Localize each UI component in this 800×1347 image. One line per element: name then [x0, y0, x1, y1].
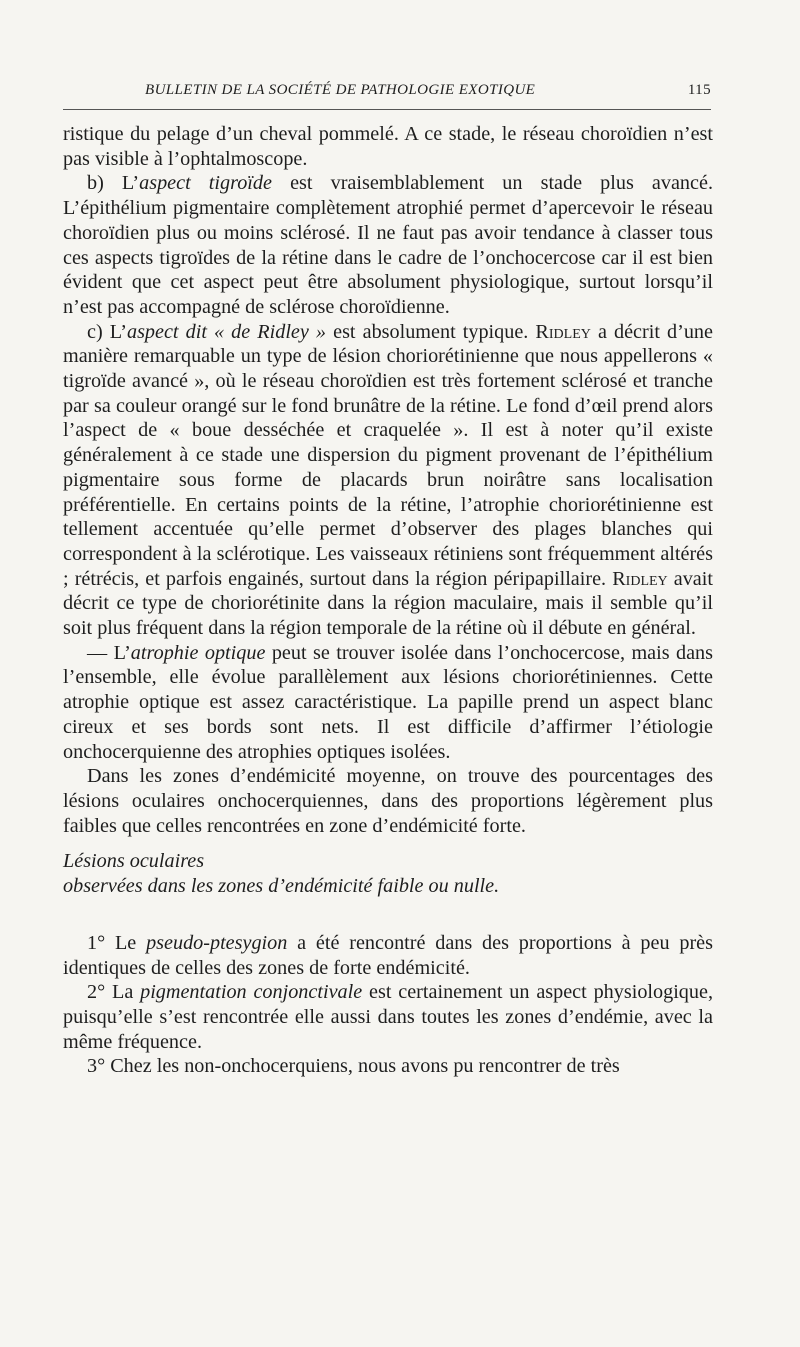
paragraph-text: a décrit d’une manière remarquable un type de lésion choriorétinienne que nous appellerons « tigroïde avancé », où le réseau choroïdien est très fortement sclérosé et tranche par sa couleur orangé sur le fond brunâtre de la rétine. Le fond d’œil prend alors l’aspect de « boue desséchée et craquelée ». Il est à noter qu’il existe généralement à ce stade une dispersion du pigment provenant de l’épithélium pigmentaire sous forme de placards brun noirâtre sans localisation préférentielle. En certains points de la rétine, l’atrophie choriorétinienne est tellement accentuée qu’elle permet d’observer des plages blanches qui correspondent à la sclérotique. Les vaisseaux rétiniens sont fréquemment altérés ; rétrécis, et parfois engainés, surtout dans la région péripapillaire. [63, 320, 713, 590]
paragraph-endemicite-moyenne: Dans les zones d’endémicité moyenne, on trouve des pourcentages des lésions oculaires onchocerquiennes, dans des proportions légèrement plus faibles que celles rencontrées en zone d’endémicité forte. [63, 765, 713, 837]
term-aspect-ridley: aspect dit « de Ridley » [126, 320, 327, 343]
body-text [63, 122, 713, 1079]
paragraph-aspect-tigroide [63, 171, 713, 319]
paragraph-text: est certainement un aspect physiologique, puisqu’elle s’est rencontrée elle aussi dans toutes les zones d’endémie, avec la même fréquence. [63, 981, 714, 1053]
paragraph-text: est absolument typique. [326, 320, 536, 343]
item-lead: 2° La [87, 981, 141, 1004]
section-heading-line2: observées dans les zones d’endémicité faible ou nulle. [63, 875, 500, 898]
author-name: Ridley [535, 320, 591, 343]
paragraph-text: avait décrit ce type de choriorétinite dans la région maculaire, mais il semble qu’il soit plus fréquent dans la région temporale de la rétine où il débute en général. [63, 567, 713, 640]
header-rule [63, 109, 711, 110]
item-lead: b) L’ [87, 172, 140, 195]
paragraph-text: a été rencontré dans des proportions à peu près identiques de celles des zones de forte endémicité. [63, 931, 713, 979]
term-atrophie-optique: atrophie optique [130, 641, 266, 664]
item-lead: — L’ [87, 641, 131, 664]
page-number: 115 [687, 82, 711, 98]
journal-title: BULLETIN DE LA SOCIÉTÉ DE PATHOLOGIE EXOTIQUE [145, 82, 536, 98]
paragraph-atrophie-optique [63, 641, 713, 765]
term-aspect-tigroide: aspect tigroïde [139, 172, 272, 195]
paragraph-text: est vraisemblablement un stade plus avancé. L’épithélium pigmentaire complètement atrophié permet d’apercevoir le réseau choroïdien plus ou moins sclérosé. Il ne faut pas avoir tendance à classer tous ces aspects tigroïdes de la rétine dans le cadre de l’onchocercose car il est bien évident que cet aspect peut être absolument physiologique, surtout lorsqu’il n’est pas accompagné de sclérose choroïdienne. [63, 172, 713, 318]
item-lead: c) L’ [87, 320, 127, 343]
term-pigmentation-conjonctivale: pigmentation conjonctivale [140, 981, 363, 1004]
paragraph-continued: ristique du pelage d’un cheval pommelé. A ce stade, le réseau choroïdien n’est pas visible à l’ophtalmoscope. [63, 123, 713, 170]
list-item-3: 3° Chez les non-onchocerquiens, nous avons pu rencontrer de très [87, 1055, 620, 1078]
paragraph-aspect-ridley [63, 320, 713, 641]
item-lead: 1° Le [87, 931, 147, 954]
paragraph-text: peut se trouver isolée dans l’onchocercose, mais dans l’ensemble, elle évolue parallèlement aux lésions choriorétiniennes. Cette atrophie optique est assez caractéristique. La papille prend un aspect blanc cireux et ses bords sont nets. Il est difficile d’affirmer l’étiologie onchocerquienne des atrophies optiques isolées. [63, 641, 713, 763]
author-name: Ridley [612, 567, 668, 590]
term-pseudo-ptesygion: pseudo-ptesygion [146, 931, 288, 954]
section-heading-line1: Lésions oculaires [63, 850, 205, 873]
list-item-2 [63, 980, 713, 1054]
list-item-1 [63, 931, 713, 980]
